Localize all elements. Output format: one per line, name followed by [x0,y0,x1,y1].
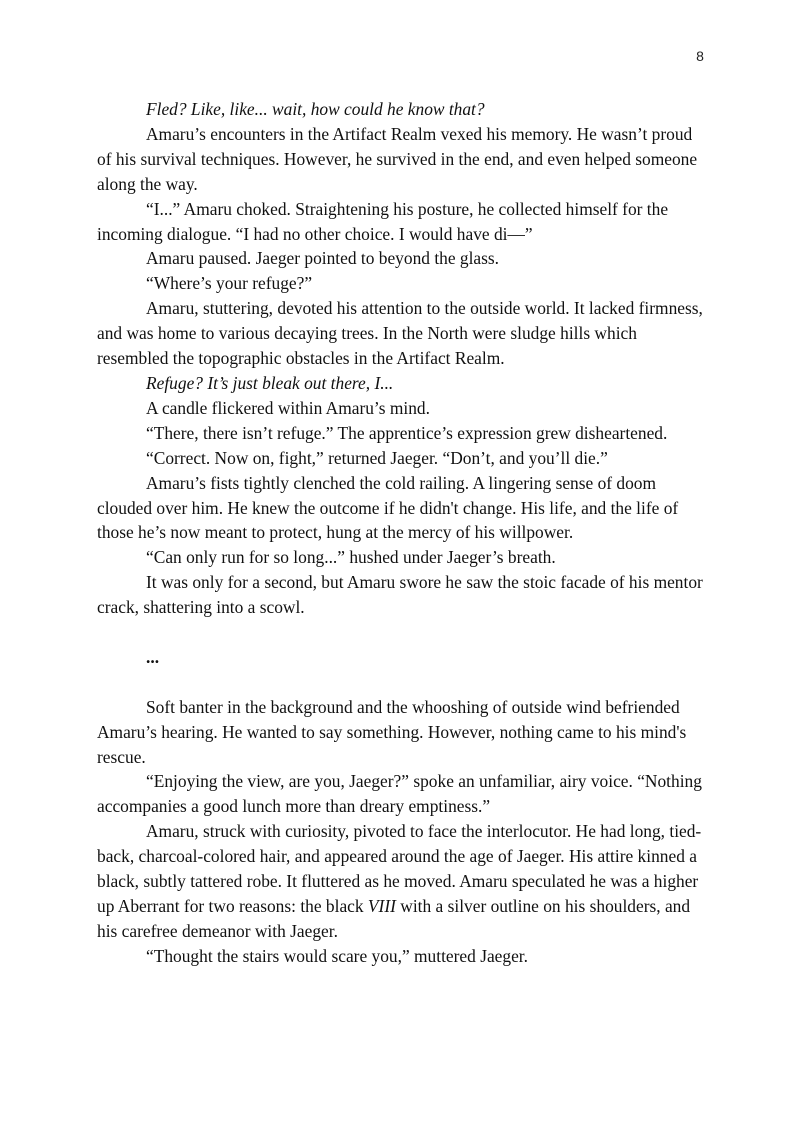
paragraph [97,819,707,944]
paragraph [97,246,707,271]
document-body [97,97,707,969]
blank-line [97,670,707,695]
paragraph [97,396,707,421]
paragraph-text: Amaru, stuttering, devoted his attention to the outside world. It lacked firmness, and was home to various decaying trees. In the North were sludge hills which resembled the topographic obstacles in the Artifact Realm. [97,298,703,369]
blank-line [97,620,707,645]
paragraph-text: Amaru’s encounters in the Artifact Realm vexed his memory. He wasn’t proud of his survival techniques. However, he survived in the end, and even helped someone along the way. [97,123,698,194]
paragraph-text: “Where’s your refuge?” [146,273,313,294]
paragraph-text: It was only for a second, but Amaru swore he saw the stoic facade of his mentor crack, shattering into a scowl. [97,572,703,618]
page-number: 8 [696,48,704,64]
paragraph [97,570,707,620]
paragraph [97,545,707,570]
paragraph-block-after-break [97,695,707,969]
paragraph [97,944,707,969]
paragraph [97,471,707,546]
paragraph [97,122,707,197]
paragraph-block-before-break [97,97,707,620]
paragraph-text: “Can only run for so long...” hushed under Jaeger’s breath. [146,547,556,568]
paragraph-text: Fled? Like, like... wait, how could he know that? [146,99,485,119]
paragraph [97,97,707,122]
paragraph-text: “I...” Amaru choked. Straightening his posture, he collected himself for the incoming dialogue. “I had no other choice. I would have di—” [97,198,669,244]
paragraph-text: Amaru paused. Jaeger pointed to beyond the glass. [146,248,500,269]
paragraph [97,197,707,247]
paragraph-text: “Thought the stairs would scare you,” muttered Jaeger. [146,945,528,966]
paragraph [97,769,707,819]
paragraph-text: “Enjoying the view, are you, Jaeger?” spoke an unfamiliar, airy voice. “Nothing accompanies a good lunch more than dreary emptiness.” [97,771,702,817]
paragraph-text: “Correct. Now on, fight,” returned Jaeger. “Don’t, and you’ll die.” [146,447,608,468]
paragraph-text: A candle flickered within Amaru’s mind. [146,397,430,418]
paragraph [97,296,707,371]
paragraph [97,695,707,770]
paragraph [97,371,707,396]
paragraph-text-continued: with a silver outline on his shoulders, and his carefree demeanor with Jaeger. [97,895,691,941]
section-break: ... [146,646,160,667]
paragraph [97,446,707,471]
paragraph-text: “There, there isn’t refuge.” The apprentice’s expression grew disheartened. [146,422,668,443]
paragraph [97,421,707,446]
paragraph-text: Soft banter in the background and the whooshing of outside wind befriended Amaru’s hearing. He wanted to say something. However, nothing came to his mind's rescue. [97,696,687,767]
paragraph [97,271,707,296]
paragraph-text: Amaru, struck with curiosity, pivoted to face the interlocutor. He had long, tied-back, charcoal-colored hair, and appeared around the age of Jaeger. His attire kinned a black, subtly tattered robe. It fluttered as he moved. Amaru speculated he was a higher up Aberrant for two reasons: the black [97,821,702,916]
paragraph-text: Refuge? It’s just bleak out there, I... [146,372,394,393]
italic-emphasis: VIII [367,895,396,916]
paragraph-text: Amaru’s fists tightly clenched the cold railing. A lingering sense of doom clouded over him. He knew the outcome if he didn't change. His life, and the life of those he’s now meant to protect, hung at the mercy of his willpower. [97,472,679,543]
